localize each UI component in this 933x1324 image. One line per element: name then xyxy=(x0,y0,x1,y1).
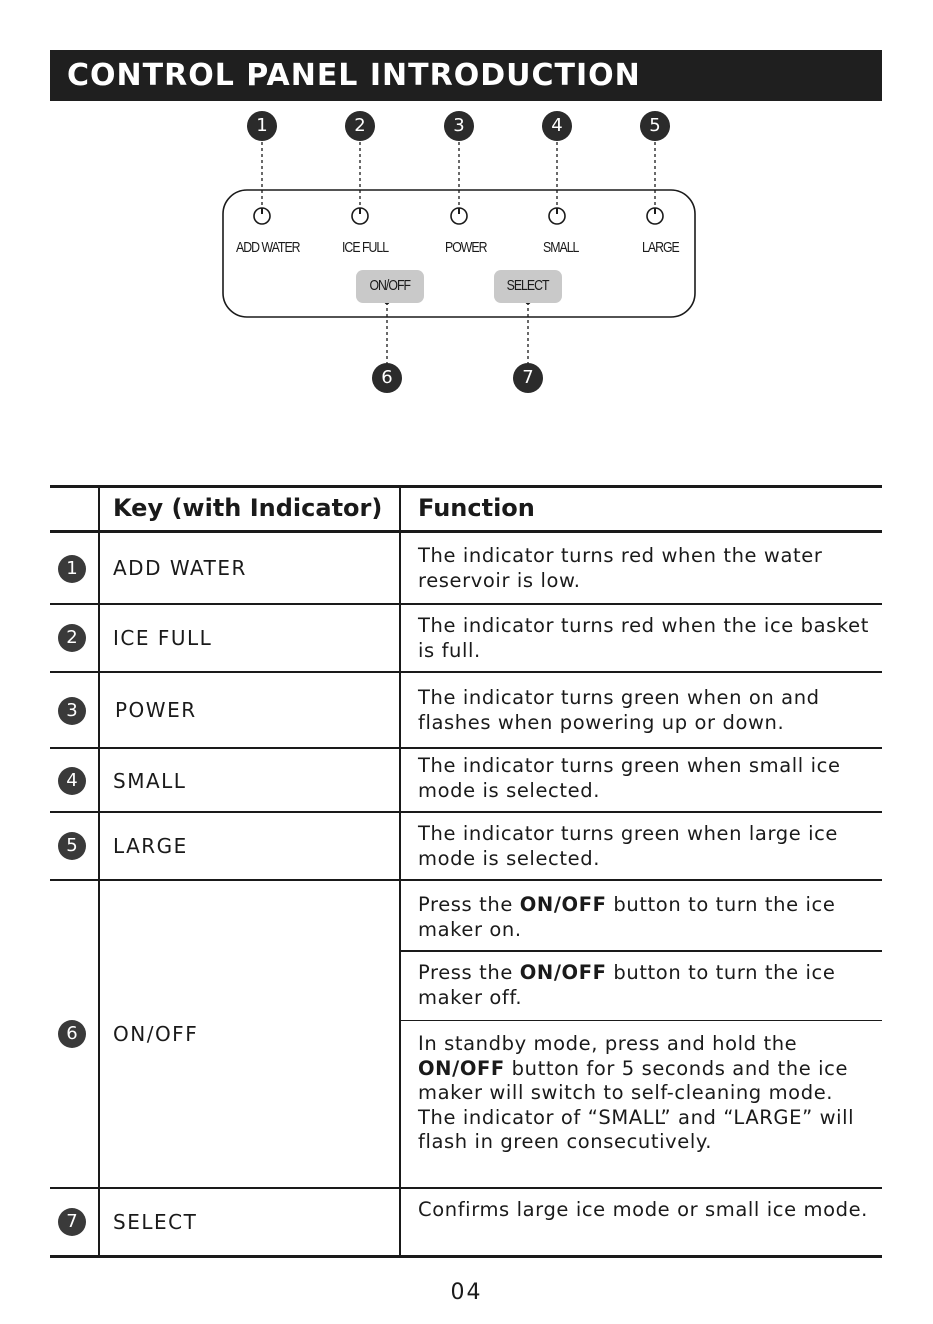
on-off-panel-button: ON/OFF xyxy=(356,270,424,303)
row-function-self-clean: In standby mode, press and hold the ON/OFF button for 5 seconds and the ice maker will switch to self-cleaning mode. The indicator of “SMALL” and “LARGE” will flash in green consecutively. xyxy=(418,1032,855,1153)
callout-number-7: 7 xyxy=(522,367,534,388)
row-key: ICE FULL xyxy=(113,626,213,650)
control-panel-diagram xyxy=(0,0,933,420)
ice-full-label: ICE FULL xyxy=(342,239,389,256)
select-panel-button: SELECT xyxy=(494,270,562,303)
row-key: POWER xyxy=(115,698,197,722)
function-column-header: Function xyxy=(418,494,535,522)
callout-number-5: 5 xyxy=(649,115,661,136)
callout-number-4: 4 xyxy=(551,115,563,136)
row-divider xyxy=(50,603,882,605)
row-divider xyxy=(50,811,882,813)
row-function: The indicator turns red when the water reservoir is low. xyxy=(418,544,823,592)
column-divider xyxy=(399,485,401,1258)
callout-number-6: 6 xyxy=(381,367,393,388)
section-title: CONTROL PANEL INTRODUCTION xyxy=(50,50,882,101)
page-number: 04 xyxy=(450,1280,483,1305)
row-number-badge: 5 xyxy=(58,832,86,860)
power-label: POWER xyxy=(445,239,487,256)
row-divider xyxy=(50,879,882,881)
row-function-on: Press the ON/OFF button to turn the ice maker on. xyxy=(418,893,836,941)
row-function-off: Press the ON/OFF button to turn the ice maker off. xyxy=(418,961,836,1009)
row-function: The indicator turns green when on and flashes when powering up or down. xyxy=(418,686,820,734)
row-number-badge: 7 xyxy=(58,1208,86,1236)
table-bottom-rule xyxy=(50,1255,882,1258)
small-label: SMALL xyxy=(543,239,579,256)
row-divider xyxy=(50,1187,882,1189)
row-number-badge: 4 xyxy=(58,767,86,795)
row-number-badge: 3 xyxy=(58,697,86,725)
table-header-rule xyxy=(50,530,882,533)
row-number-badge: 6 xyxy=(58,1020,86,1048)
add-water-label: ADD WATER xyxy=(236,239,300,256)
large-label: LARGE xyxy=(642,239,679,256)
sub-row-divider xyxy=(401,1020,882,1021)
sub-row-divider xyxy=(401,950,882,952)
row-key: SELECT xyxy=(113,1210,198,1234)
row-key: ON/OFF xyxy=(113,1022,199,1046)
column-divider xyxy=(98,485,100,1258)
callout-number-1: 1 xyxy=(256,115,268,136)
callout-number-3: 3 xyxy=(453,115,465,136)
row-key: LARGE xyxy=(113,834,188,858)
row-function: The indicator turns green when large ice mode is selected. xyxy=(418,822,839,870)
row-divider xyxy=(50,747,882,749)
key-column-header: Key (with Indicator) xyxy=(113,494,383,522)
row-divider xyxy=(50,671,882,673)
control-panel-outline xyxy=(0,0,933,420)
row-number-badge: 1 xyxy=(58,555,86,583)
row-key: SMALL xyxy=(113,769,187,793)
table-top-rule xyxy=(50,485,882,488)
row-number-badge: 2 xyxy=(58,624,86,652)
row-key: ADD WATER xyxy=(113,556,247,580)
row-function: Confirms large ice mode or small ice mode. xyxy=(418,1198,868,1221)
callout-number-2: 2 xyxy=(354,115,366,136)
row-function: The indicator turns green when small ice mode is selected. xyxy=(418,754,841,802)
row-function: The indicator turns red when the ice basket is full. xyxy=(418,614,869,662)
